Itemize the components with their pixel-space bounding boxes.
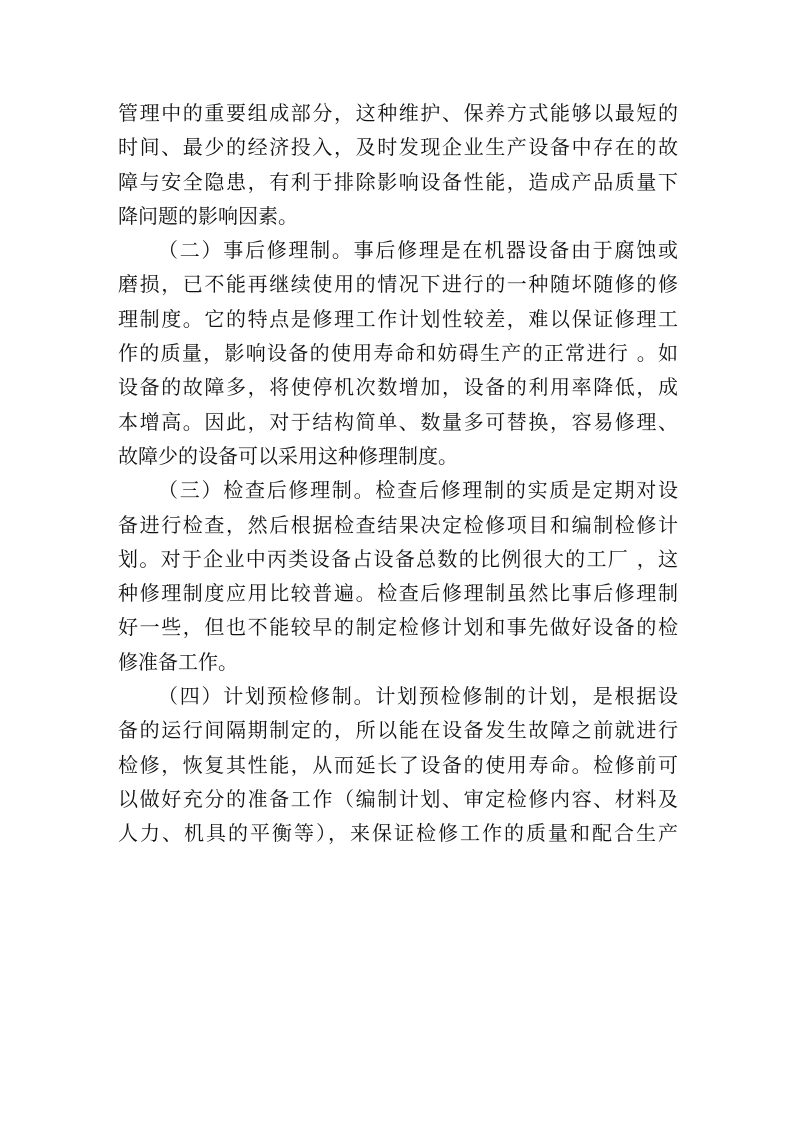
text-line: 备的运行间隔期制定的，所以能在设备发生故障之前就进行 bbox=[118, 718, 678, 743]
text-line: 理制度。它的特点是修理工作计划性较差，难以保证修理工 bbox=[118, 306, 678, 331]
text-line: 故障少的设备可以采用这种修理制度。 bbox=[118, 443, 458, 468]
text-line: 好一些，但也不能较早的制定检修计划和事先做好设备的检 bbox=[118, 615, 678, 640]
body-text bbox=[118, 96, 678, 851]
text-line: 种修理制度应用比较普遍。检查后修理制虽然比事后修理制 bbox=[118, 581, 678, 606]
text-line: 磨损，已不能再继续使用的情况下进行的一种随坏随修的修 bbox=[118, 272, 678, 297]
text-line: 管理中的重要组成部分，这种维护、保养方式能够以最短的 bbox=[118, 101, 678, 125]
text-line: 修准备工作。 bbox=[118, 649, 238, 674]
text-line: 降问题的影响因素。 bbox=[118, 203, 298, 228]
text-line: 检修，恢复其性能，从而延长了设备的使用寿命。检修前可 bbox=[118, 752, 678, 777]
text-line: 划。对于企业中丙类设备占设备总数的比例很大的工厂 ，这 bbox=[118, 546, 678, 571]
paragraph-start-line: （二）事后修理制。事后修理是在机器设备由于腐蚀或 bbox=[158, 238, 678, 263]
text-line: 设备的故障多，将使停机次数增加，设备的利用率降低，成 bbox=[118, 375, 678, 400]
text-line: 障与安全隐患，有利于排除影响设备性能，造成产品质量下 bbox=[118, 169, 678, 194]
text-line: 作的质量，影响设备的使用寿命和妨碍生产的正常进行 。如 bbox=[118, 341, 678, 366]
paragraph-start-line: （三）检查后修理制。检查后修理制的实质是定期对设 bbox=[158, 478, 678, 503]
text-line: 备进行检查，然后根据检查结果决定检修项目和编制检修计 bbox=[118, 512, 678, 537]
text-line: 人力、机具的平衡等），来保证检修工作的质量和配合生产 bbox=[118, 821, 678, 846]
text-line: 时间、最少的经济投入，及时发现企业生产设备中存在的故 bbox=[118, 135, 678, 160]
text-line: 本增高。因此，对于结构简单、数量多可替换，容易修理、 bbox=[118, 409, 678, 434]
text-line: 以做好充分的准备工作（编制计划、审定检修内容、材料及 bbox=[118, 786, 678, 811]
paragraph-start-line: （四）计划预检修制。计划预检修制的计划，是根据设 bbox=[158, 684, 678, 709]
